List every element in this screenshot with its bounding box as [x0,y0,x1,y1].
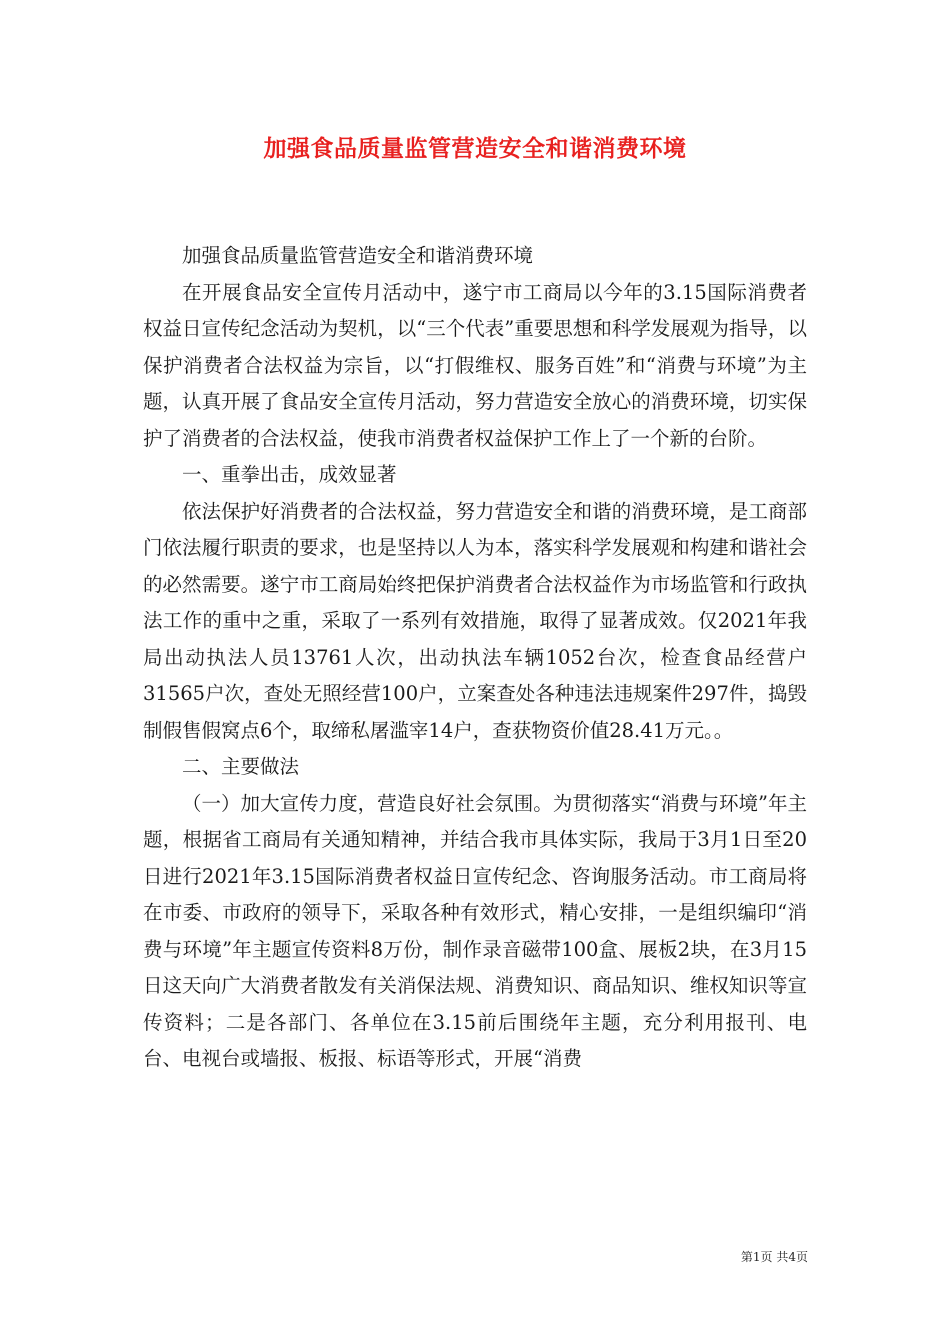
paragraph-subtitle: 加强食品质量监管营造安全和谐消费环境 [182,244,534,267]
paragraph-intro: 在开展食品安全宣传月活动中，遂宁市工商局以今年的3.15国际消费者权益日宣传纪念活动为契机，以“三个代表”重要思想和科学发展观为指导，以保护消费者合法权益为宗旨，以“打假维权、服务百姓”和“消费与环境”为主题，认真开展了食品安全宣传月活动，努力营造安全放心的消费环境，切实保护了消费者的合法权益，使我市消费者权益保护工作上了一个新的台阶。 [143,280,807,450]
section-heading-1: 一、重拳出击，成效显著 [182,463,397,486]
page-number-footer: 第1页 共4页 [740,1250,808,1264]
paragraph-measures: （一）加大宣传力度，营造良好社会氛围。为贯彻落实“消费与环境”年主题，根据省工商局有关通知精神，并结合我市具体实际，我局于3月1日至20日进行2021年3.15国际消费者权益日宣传纪念、咨询服务活动。市工商局将在市委、市政府的领导下，采取各种有效形式，精心安排，一是组织编印“消费与环境”年主题宣传资料8万份，制作录音磁带100盒、展板2块，在3月15日这天向广大消费者散发有关消保法规、消费知识、商品知识、维权知识等宣传资料；二是各部门、各单位在3.15前后围绕年主题，充分利用报刊、电台、电视台或墙报、板报、标语等形式，开展“消费 [143,791,807,1070]
document-title: 加强食品质量监管营造安全和谐消费环境 [263,135,687,162]
paragraph-results: 依法保护好消费者的合法权益，努力营造安全和谐的消费环境，是工商部门依法履行职责的要求，也是坚持以人为本，落实科学发展观和构建和谐社会的必然需要。遂宁市工商局始终把保护消费者合法权益作为市场监管和行政执法工作的重中之重，采取了一系列有效措施，取得了显著成效。仅2021年我局出动执法人员13761人次，出动执法车辆1052台次，检查食品经营户31565户次，查处无照经营100户，立案查处各种违法违规案件297件，捣毁制假售假窝点6个，取缔私屠滥宰14户，查获物资价值28.41万元。。 [143,499,807,742]
section-heading-2: 二、主要做法 [182,755,300,778]
document-body [143,238,807,1078]
